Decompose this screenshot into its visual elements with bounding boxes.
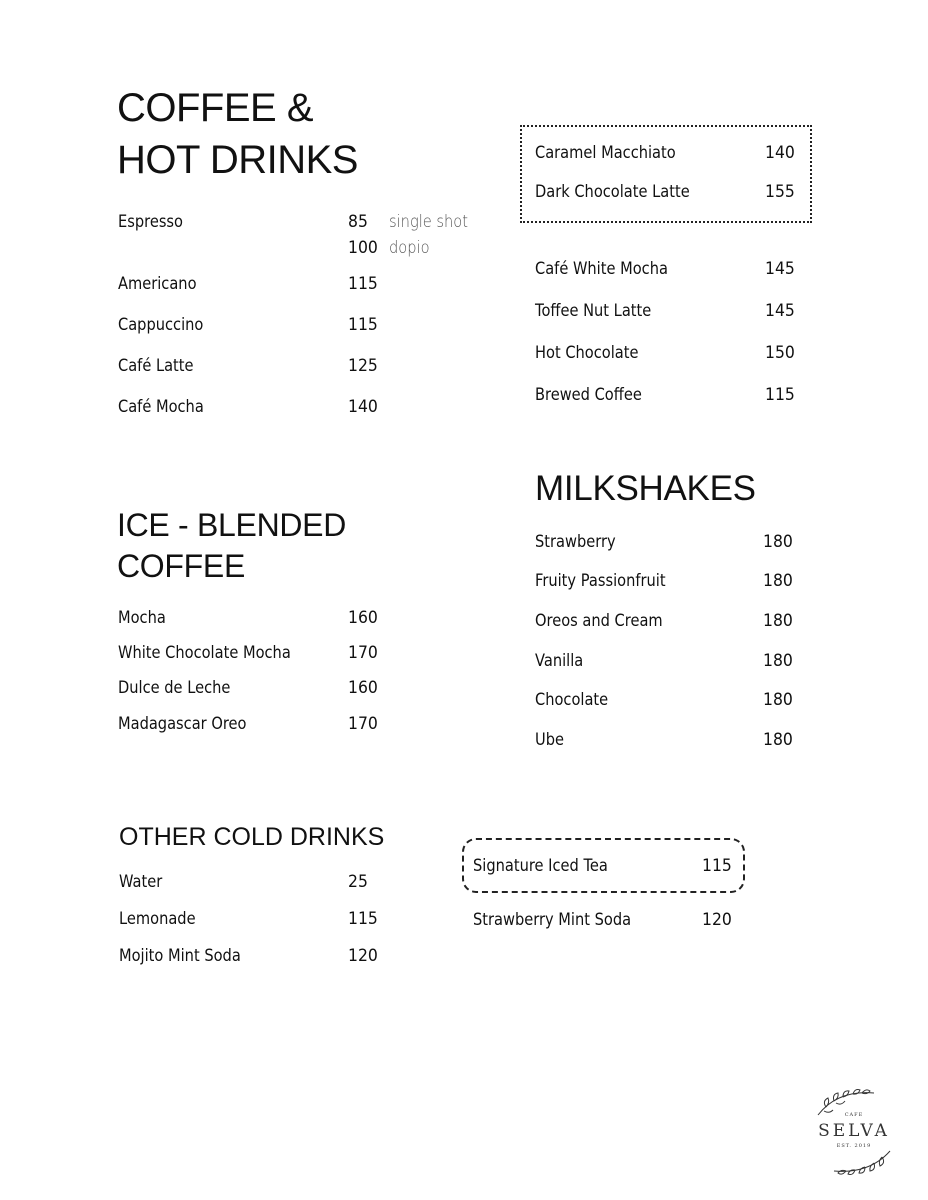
item-name: Espresso — [118, 212, 184, 232]
item-price: 180 — [763, 730, 793, 750]
milkshakes-title — [535, 468, 756, 509]
item-name: Vanilla — [535, 651, 584, 671]
item-name: Mocha — [118, 608, 166, 628]
item-name: Signature Iced Tea — [473, 856, 608, 876]
item-price: 180 — [763, 611, 793, 631]
item-price: 125 — [348, 356, 378, 376]
item-price: 120 — [348, 946, 378, 966]
item-name: Water — [119, 872, 163, 892]
item-price: 115 — [348, 909, 378, 929]
item-price: 120 — [702, 910, 732, 930]
item-price: 115 — [348, 274, 378, 294]
item-name: Madagascar Oreo — [118, 714, 247, 734]
item-price: 25 — [348, 872, 368, 892]
item-price: 180 — [763, 690, 793, 710]
item-name: Americano — [118, 274, 197, 294]
other-cold-title — [119, 822, 384, 852]
ice-blended-title-line1: ICE - BLENDED — [117, 507, 347, 543]
coffee-hot-title — [117, 82, 358, 186]
item-name: Café White Mocha — [535, 259, 668, 279]
item-name: Caramel Macchiato — [535, 143, 676, 163]
item-name: Brewed Coffee — [535, 385, 642, 405]
item-name: Café Mocha — [118, 397, 204, 417]
item-note: dopio — [389, 238, 430, 258]
item-price: 115 — [348, 315, 378, 335]
item-price: 180 — [763, 571, 793, 591]
item-name: White Chocolate Mocha — [118, 643, 291, 663]
item-price: 145 — [765, 259, 795, 279]
item-name: Dulce de Leche — [118, 678, 231, 698]
item-price: 160 — [348, 608, 378, 628]
featured-box-hot — [520, 125, 812, 223]
item-name: Cappuccino — [118, 315, 204, 335]
coffee-hot-title-line1: COFFEE & — [117, 86, 314, 130]
item-price: 115 — [765, 385, 795, 405]
item-price: 140 — [765, 143, 795, 163]
cafe-selva-logo — [812, 1085, 896, 1177]
logo-est-text: EST. 2019 — [836, 1143, 872, 1149]
other-cold-title-text: OTHER COLD DRINKS — [119, 823, 385, 851]
item-name: Dark Chocolate Latte — [535, 182, 690, 202]
item-price: 180 — [763, 651, 793, 671]
item-name: Strawberry Mint Soda — [473, 910, 632, 930]
ice-blended-title-line2: COFFEE — [117, 548, 245, 584]
ice-blended-title — [117, 505, 346, 587]
logo-name-text: SELVA — [818, 1121, 890, 1141]
item-name: Oreos and Cream — [535, 611, 663, 631]
item-name: Ube — [535, 730, 564, 750]
item-price: 85 — [348, 212, 368, 232]
item-price: 100 — [348, 238, 378, 258]
item-price: 170 — [348, 643, 378, 663]
item-name: Toffee Nut Latte — [535, 301, 652, 321]
item-price: 145 — [765, 301, 795, 321]
item-name: Chocolate — [535, 690, 609, 710]
item-name: Hot Chocolate — [535, 343, 639, 363]
item-note: single shot — [389, 212, 468, 232]
item-price: 115 — [702, 856, 732, 876]
item-name: Strawberry — [535, 532, 616, 552]
item-price: 180 — [763, 532, 793, 552]
item-name: Fruity Passionfruit — [535, 571, 666, 591]
item-price: 140 — [348, 397, 378, 417]
item-price: 170 — [348, 714, 378, 734]
logo-cafe-text: CAFE — [844, 1112, 864, 1118]
item-price: 150 — [765, 343, 795, 363]
item-name: Mojito Mint Soda — [119, 946, 241, 966]
item-price: 155 — [765, 182, 795, 202]
item-name: Lemonade — [119, 909, 196, 929]
item-name: Café Latte — [118, 356, 194, 376]
item-price: 160 — [348, 678, 378, 698]
coffee-hot-title-line2: HOT DRINKS — [117, 138, 358, 182]
milkshakes-title-text: MILKSHAKES — [535, 469, 756, 508]
